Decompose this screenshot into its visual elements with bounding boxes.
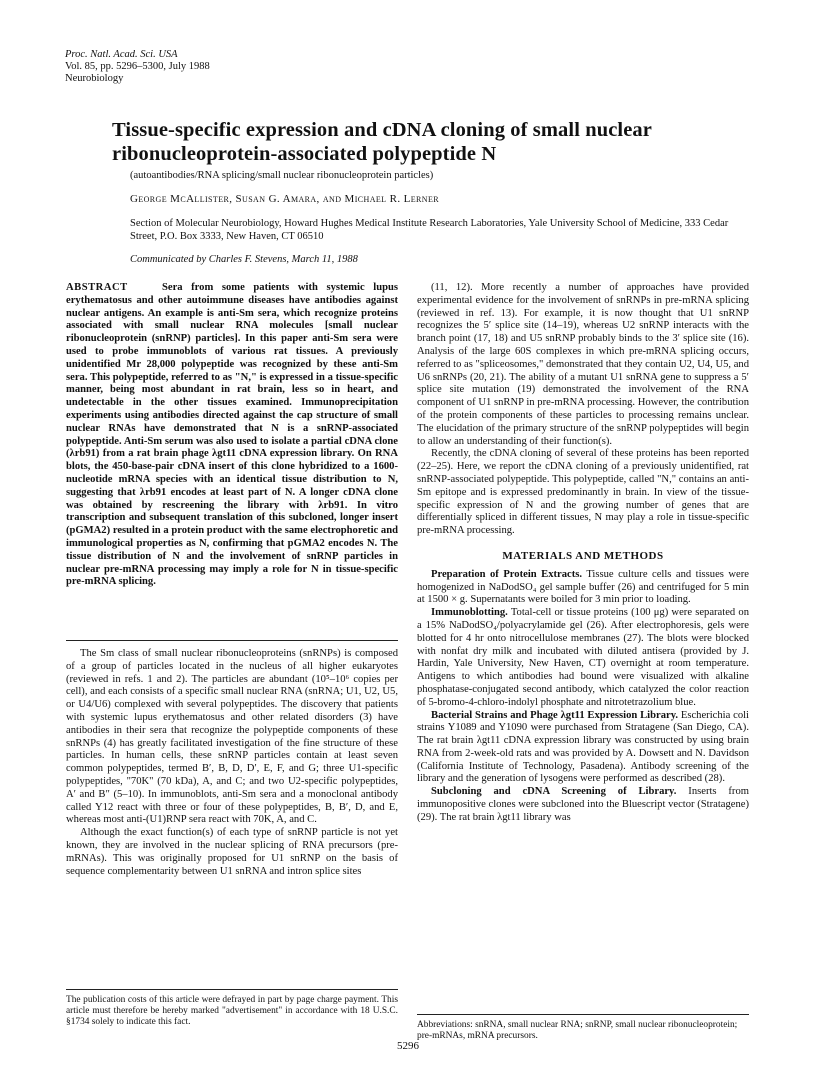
- methods-paragraph: Preparation of Protein Extracts. Tissue culture cells and tissues were homogenized in NaDodSO₄ gel sample buffer (26) and centrifuged for 5 min at 1500 × g. Supernatants were boiled for 3 min prior to loading.: [417, 568, 749, 606]
- subsection-heading: Bacterial Strains and Phage λgt11 Expression Library.: [431, 709, 679, 721]
- journal-volume: Vol. 85, pp. 5296–5300, July 1988: [65, 61, 210, 72]
- publication-footnote: The publication costs of this article were defrayed in part by page charge payment. This article must therefore be hereby marked "advertisement" in accordance with 18 U.S.C. §1734 solely to indicate this fact.: [66, 995, 398, 1027]
- affiliation: Section of Molecular Neurobiology, Howard Hughes Medical Institute Research Laboratories, Yale University School of Medicine, 333 Cedar Street, P.O. Box 3333, New Haven, CT 06510: [130, 218, 729, 242]
- footnote-divider: [66, 989, 398, 990]
- page-number: 5296: [397, 1040, 419, 1052]
- authors: George McAllister, Susan G. Amara, and Michael R. Lerner: [130, 193, 439, 205]
- body-paragraph: Recently, the cDNA cloning of several of these proteins has been reported (22–25). Here, we report the cDNA cloning of a previously unidentified, rat snRNP-associated polypeptide. This polypeptide, called "N," contains an anti-Sm epitope and is expressed predominantly in brain. In view of the tissue-specific expression of N and the growing number of genes that are differentially spliced in different tissues, N may play a role in tissue-specific pre-mRNA processing.: [417, 448, 749, 537]
- communicated-by: Communicated by Charles F. Stevens, March 11, 1988: [130, 254, 358, 265]
- methods-paragraph: Bacterial Strains and Phage λgt11 Expression Library. Escherichia coli strains Y1089 and Y1090 were purchased from Stratagene (San Diego, CA). The rat brain λgt11 cDNA expression library was constructed by using brain RNA from 2-week-old rats and was provided by A. Dowsett and N. Davidson (California Institute of Technology, Pasadena). Antibody screening of the library and the generation of lysogens were performed as described (28).: [417, 709, 749, 785]
- subsection-heading: Preparation of Protein Extracts.: [431, 568, 583, 580]
- methods-paragraph: Immunoblotting. Total-cell or tissue proteins (100 μg) were separated on a 15% NaDodSO₄/polyacrylamide gel (26). After electrophoresis, gels were blotted for 4 hr onto nitrocellulose membranes (27). The blots were blocked with nonfat dry milk and incubated with diluted antisera (provided by J. Hardin, Yale University, New Haven, CT) overnight at room temperature. Antigens to which antibodies had bound were visualized with alkaline phosphatase-conjugated second antibody, which catalyzed the color reaction of 5-bromo-4-chloro-indolyl phosphate and nitrotetrazolium blue.: [417, 607, 749, 708]
- body-paragraph: The Sm class of small nuclear ribonucleoproteins (snRNPs) is composed of a group of particles located in the nucleus of all higher eukaryotes (reviewed in refs. 1 and 2). The particles are abundant (10⁵–10⁶ copies per cell), and each consists of a specific small nuclear RNA (snRNA; U1, U2, U5, or U4/U6) complexed with several polypeptides. The discovery that patients with systemic lupus erythematosus and other related disorders (3) have antibodies in their sera that recognize the polypeptide components of these snRNPs (4) has greatly facilitated investigation of the fine structure of these particles. In human cells, these snRNP particles contain at least seven common polypeptides, termed B′, B, D, D′, E, F, and G; three U1-specific polypeptides, "70K" (70 kDa), A, and C; and two U2-specific polypeptides, A′ and B″ (5–10). In immunoblots, anti-Sm sera and a monoclonal antibody called Y12 react with three or four of these polypeptides, B, B′, D, and E, whereas most anti-(U1)RNP sera react with 70K, A, and C.: [66, 648, 398, 826]
- body-paragraph: Although the exact function(s) of each type of snRNP particle is not yet known, they are involved in the nuclear splicing of RNA precursors (pre-mRNAs). This was originally proposed for U1 snRNP on the basis of sequence complementarity between U1 snRNA and intron splice sites: [66, 827, 398, 877]
- journal-header: [65, 49, 210, 85]
- methods-paragraph: Subcloning and cDNA Screening of Library. Inserts from immunopositive clones were subcloned into the Bluescript vector (Stratagene) (29). The rat brain λgt11 library was: [417, 786, 749, 823]
- journal-section: Neurobiology: [65, 73, 124, 84]
- abbreviations-footnote: Abbreviations: snRNA, small nuclear RNA; snRNP, small nuclear ribonucleoprotein; pre-mRNAs, mRNA precursors.: [417, 1020, 738, 1041]
- abbreviations-divider: [417, 1014, 749, 1015]
- keywords: (autoantibodies/RNA splicing/small nuclear ribonucleoprotein particles): [130, 170, 434, 181]
- abstract: [66, 282, 398, 589]
- left-column-body: [66, 648, 398, 878]
- subsection-heading: Subcloning and cDNA Screening of Library.: [431, 786, 677, 798]
- abstract-divider: [66, 640, 398, 641]
- abstract-label: ABSTRACT: [66, 282, 128, 293]
- section-heading-methods: MATERIALS AND METHODS: [502, 549, 664, 562]
- paper-title: Tissue-specific expression and cDNA cloning of small nuclear ribonucleoprotein-associated polypeptide N: [112, 119, 652, 165]
- subsection-heading: Immunoblotting.: [431, 607, 508, 619]
- abstract-text: Sera from some patients with systemic lupus erythematosus and other autoimmune diseases have antibodies against nuclear antigens. An example is anti-Sm sera, which recognize proteins associated with small nuclear RNA molecules [small nuclear ribonucleoprotein (snRNP) particles]. In this paper anti-Sm sera were used to probe immunoblots of various rat tissues. A previously unidentified Mr 28,000 polypeptide was recognized by these anti-Sm sera. This polypeptide, referred to as "N," is expressed in a tissue-specific manner, being most abundant in rat brain, less so in heart, and undetectable in the other tissues examined. Immunoprecipitation experiments using antibodies directed against the cap structure of small nuclear RNAs have demonstrated that N is a snRNP-associated polypeptide. Anti-Sm serum was also used to isolate a partial cDNA clone (λrb91) from a rat brain phage λgt11 cDNA expression library. On RNA blots, the 450-base-pair cDNA insert of this clone hybridized to a 1600-nucleotide mRNA species with an identical tissue distribution to N, suggesting that λrb91 encodes at least part of N. A longer cDNA clone was obtained by rescreening the library with λrb91. In vitro transcription and subsequent translation of this subcloned, longer insert (pGMA2) resulted in a protein product with the same electrophoretic and immunological properties as N, confirming that pGMA2 encodes N. The tissue distribution of N and the involvement of snRNP particles in nuclear pre-mRNA processing may imply a role for N in tissue-specific pre-mRNA splicing.: [66, 282, 398, 588]
- body-paragraph: (11, 12). More recently a number of approaches have provided experimental evidence for the involvement of snRNPs in pre-mRNA splicing (reviewed in ref. 13). For example, it is now thought that U1 snRNP recognizes the 5′ splice site (14–19), whereas U2 snRNP interacts with the branch point (17, 18) and U5 snRNP probably binds to the 3′ splice site (16). Analysis of the large 60S complexes in which pre-mRNA splicing occurs, referred to as "spliceosomes," demonstrated that they contain U2, U4, U5, and U6 snRNPs (20, 21). The ability of a mutant U1 snRNA gene to suppress a 5′ splice site mutation (19) demonstrated the involvement of the RNA component of U1 snRNP in pre-mRNA processing. However, the contribution of the protein components of these particles to processing remains unclear. The elucidation of the primary structure of the snRNP polypeptides will begin to allow an understanding of their function(s).: [417, 282, 749, 447]
- right-column-body: [417, 282, 749, 825]
- journal-name: Proc. Natl. Acad. Sci. USA: [65, 49, 178, 60]
